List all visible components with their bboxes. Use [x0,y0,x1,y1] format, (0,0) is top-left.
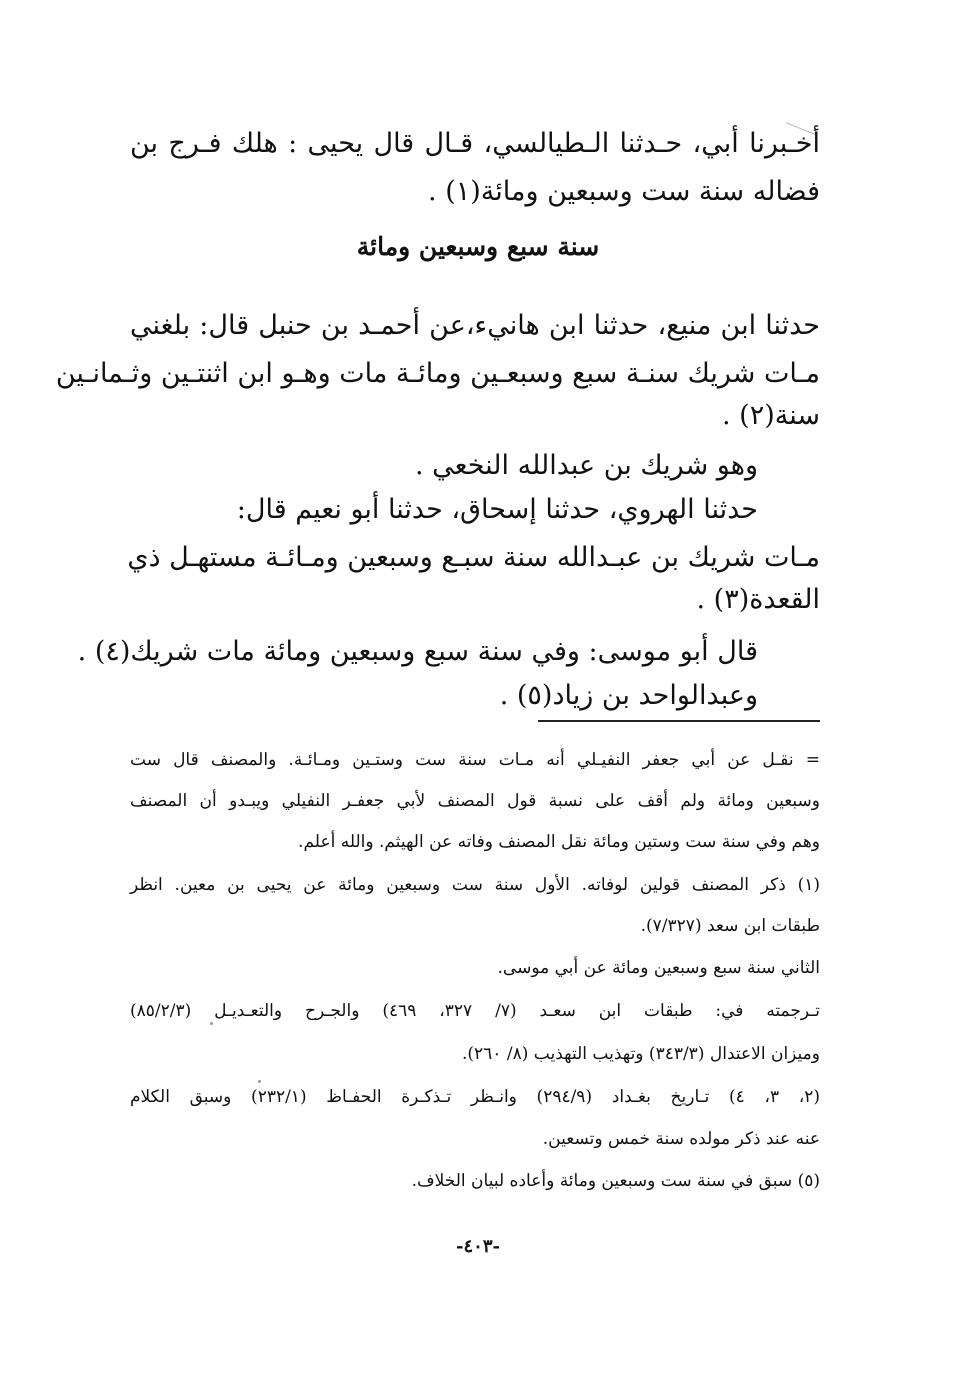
footnote-line: وهم وفي سنة ست وستين ومائة نقل المصنف وفاته عن الهيثم. والله أعلم. [298,832,820,852]
body-line: وعبدالواحد بن زياد(٥) . [499,680,758,711]
footnote-line: وسبعين ومائة ولم أقف على نسبة قول المصنف لأبي جعفـر النفيلي ويبـدو أن المصنف [130,791,820,811]
body-line: وهو شريك بن عبدالله النخعي . [415,450,758,481]
footnote-line: وميزان الاعتدال (٣٤٣/٣) وتهذيب التهذيب (٨/ ٢٦٠). [462,1044,820,1064]
body-line: أخـبرنا أبي، حـدثنا الـطيالسي، قـال قال يحيى : هلك فـرج بن [130,128,820,159]
body-line: القعدة(٣) . [696,584,820,615]
footnote-line: تـرجمته في: طبقات ابن سعـد (٧/ ٣٢٧، ٤٦٩) والجـرح والتعـديـل (٨٥/٢/٣) [130,1001,820,1021]
footnote-separator [538,720,820,722]
section-heading: سنة سبع وسبعين ومائة [356,232,600,261]
body-line: مـات شريك بن عبـدالله سنة سبـع وسبعين ومـائـة مستهـل ذي [127,542,820,573]
body-line: قال أبو موسى: وفي سنة سبع وسبعين ومائة مات شريك(٤) . [77,636,758,667]
body-line: فضاله سنة ست وسبعين ومائة(١) . [428,176,820,207]
body-line: سنة(٢) . [722,400,820,431]
footnote-line: (٢، ٣، ٤) تـاريخ بغـداد (٢٩٤/٩) وانـظر تـذكـرة الحفـاظ (٢٣٢/١) وسبق الكلام [130,1087,821,1107]
footnote-line: الثاني سنة سبع وسبعين ومائة عن أبي موسى. [497,958,820,978]
page-number: -٤٠٣- [456,1236,500,1257]
body-line: حدثنا الهروي، حدثنا إسحاق، حدثنا أبو نعيم قال: [236,494,758,525]
footnote-line: = نقـل عن أبي جعفر النفيـلي أنه مـات سنة ست وستـين ومـائـة. والمصنف قال ست [130,750,820,770]
footnote-line: طبقات ابن سعد (٧/٣٢٧). [640,916,820,936]
body-line: حدثنا ابن منيع، حدثنا ابن هانيء،عن أحمـد بن حنبل قال: بلغني [130,310,820,341]
footnote-line: عنه عند ذكر مولده سنة خمس وتسعين. [542,1129,820,1149]
footnote-line: (١) ذكر المصنف قولين لوفاته. الأول سنة ست وسبعين ومائة عن يحيى بن معين. انظر [130,875,820,895]
body-line: مـات شريك سنـة سبع وسبعـين ومائـة مات وهـو ابن اثنتـين وثـمانـين [55,358,820,389]
footnote-line: (٥) سبق في سنة ست وسبعين ومائة وأعاده لبيان الخلاف. [411,1171,820,1191]
